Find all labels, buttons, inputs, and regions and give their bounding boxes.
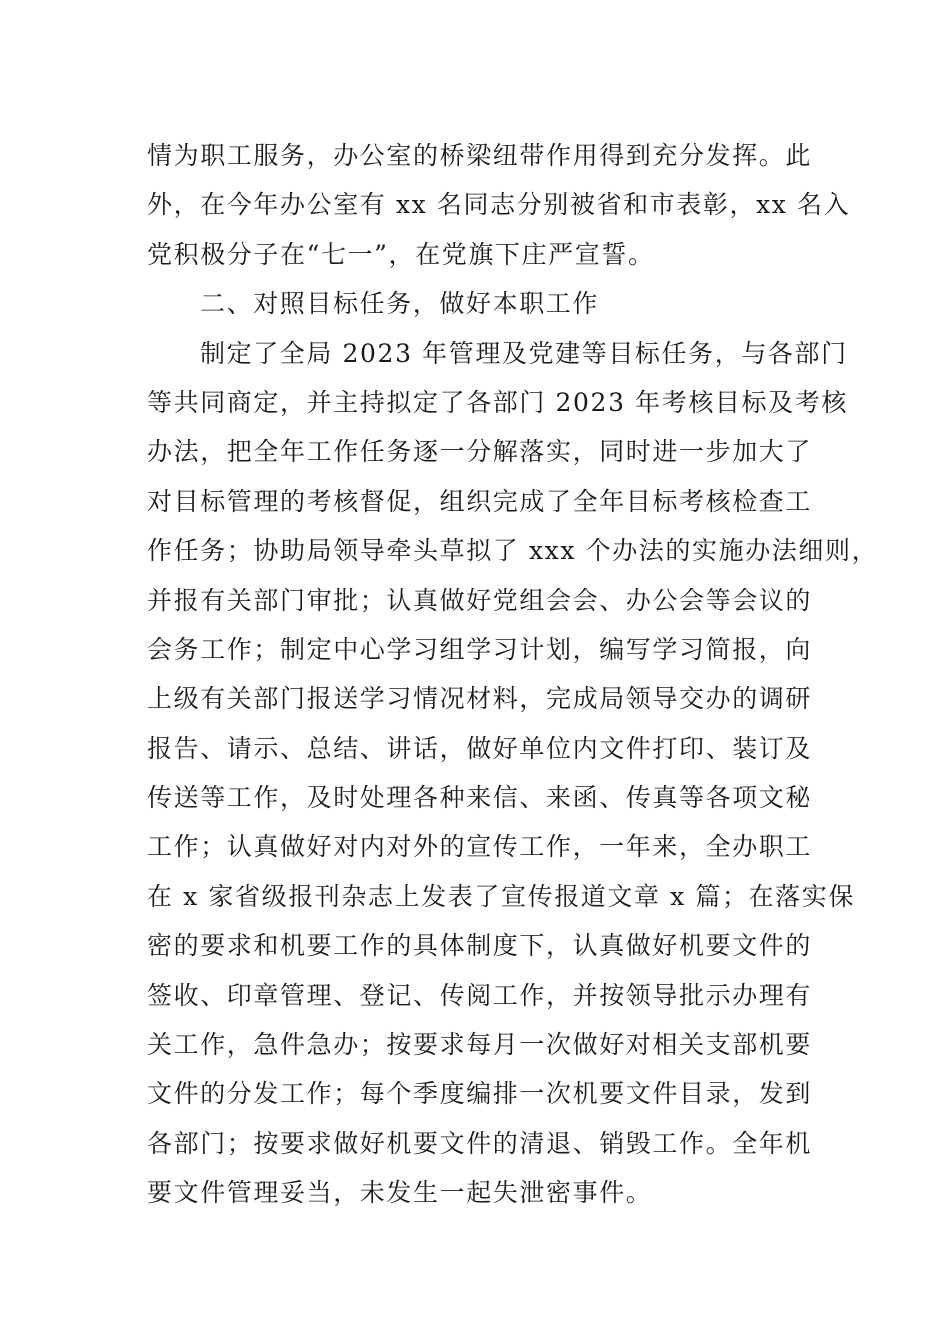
paragraph-line: 党积极分子在“七一”，在党旗下庄严宣誓。 [147, 239, 655, 269]
paragraph-line: 制定了全局 2023 年管理及党建等目标任务，与各部门 [200, 338, 848, 368]
paragraph-line: 作任务；协助局领导牵头草拟了 xxx 个办法的实施办法细则， [147, 536, 879, 566]
section-heading: 二、对照目标任务，做好本职工作 [200, 289, 600, 319]
paragraph-line: 对目标管理的考核督促，组织完成了全年目标考核检查工 [147, 486, 813, 516]
paragraph-line: 密的要求和机要工作的具体制度下，认真做好机要文件的 [147, 931, 813, 961]
paragraph-line: 传送等工作，及时处理各种来信、来函、传真等各项文秘 [147, 783, 813, 813]
paragraph-line: 文件的分发工作；每个季度编排一次机要文件目录，发到 [147, 1079, 813, 1109]
paragraph-line: 上级有关部门报送学习情况材料，完成局领导交办的调研 [147, 684, 813, 714]
paragraph-line: 关工作，急件急办；按要求每月一次做好对相关支部机要 [147, 1030, 813, 1060]
document-body [147, 131, 879, 1218]
paragraph-line: 情为职工服务，办公室的桥梁纽带作用得到充分发挥。此 [147, 141, 813, 170]
paragraph-line: 在 x 家省级报刊杂志上发表了宣传报道文章 x 篇；在落实保 [147, 881, 855, 911]
paragraph-line: 外，在今年办公室有 xx 名同志分别被省和市表彰，xx 名入 [147, 190, 851, 220]
paragraph-line: 会务工作；制定中心学习组学习计划，编写学习简报，向 [147, 634, 813, 664]
paragraph-line: 要文件管理妥当，未发生一起失泄密事件。 [147, 1178, 653, 1208]
paragraph-line: 等共同商定，并主持拟定了各部门 2023 年考核目标及考核 [147, 387, 848, 417]
paragraph-line: 并报有关部门审批；认真做好党组会会、办公会等会议的 [147, 585, 813, 615]
paragraph-line: 办法，把全年工作任务逐一分解落实，同时进一步加大了 [147, 437, 813, 467]
paragraph-line: 签收、印章管理、登记、传阅工作，并按领导批示办理有 [147, 980, 813, 1010]
paragraph-line: 各部门；按要求做好机要文件的清退、销毁工作。全年机 [147, 1128, 813, 1158]
paragraph-line: 报告、请示、总结、讲话，做好单位内文件打印、装订及 [147, 733, 813, 763]
paragraph-line: 工作；认真做好对内对外的宣传工作，一年来，全办职工 [147, 832, 813, 862]
